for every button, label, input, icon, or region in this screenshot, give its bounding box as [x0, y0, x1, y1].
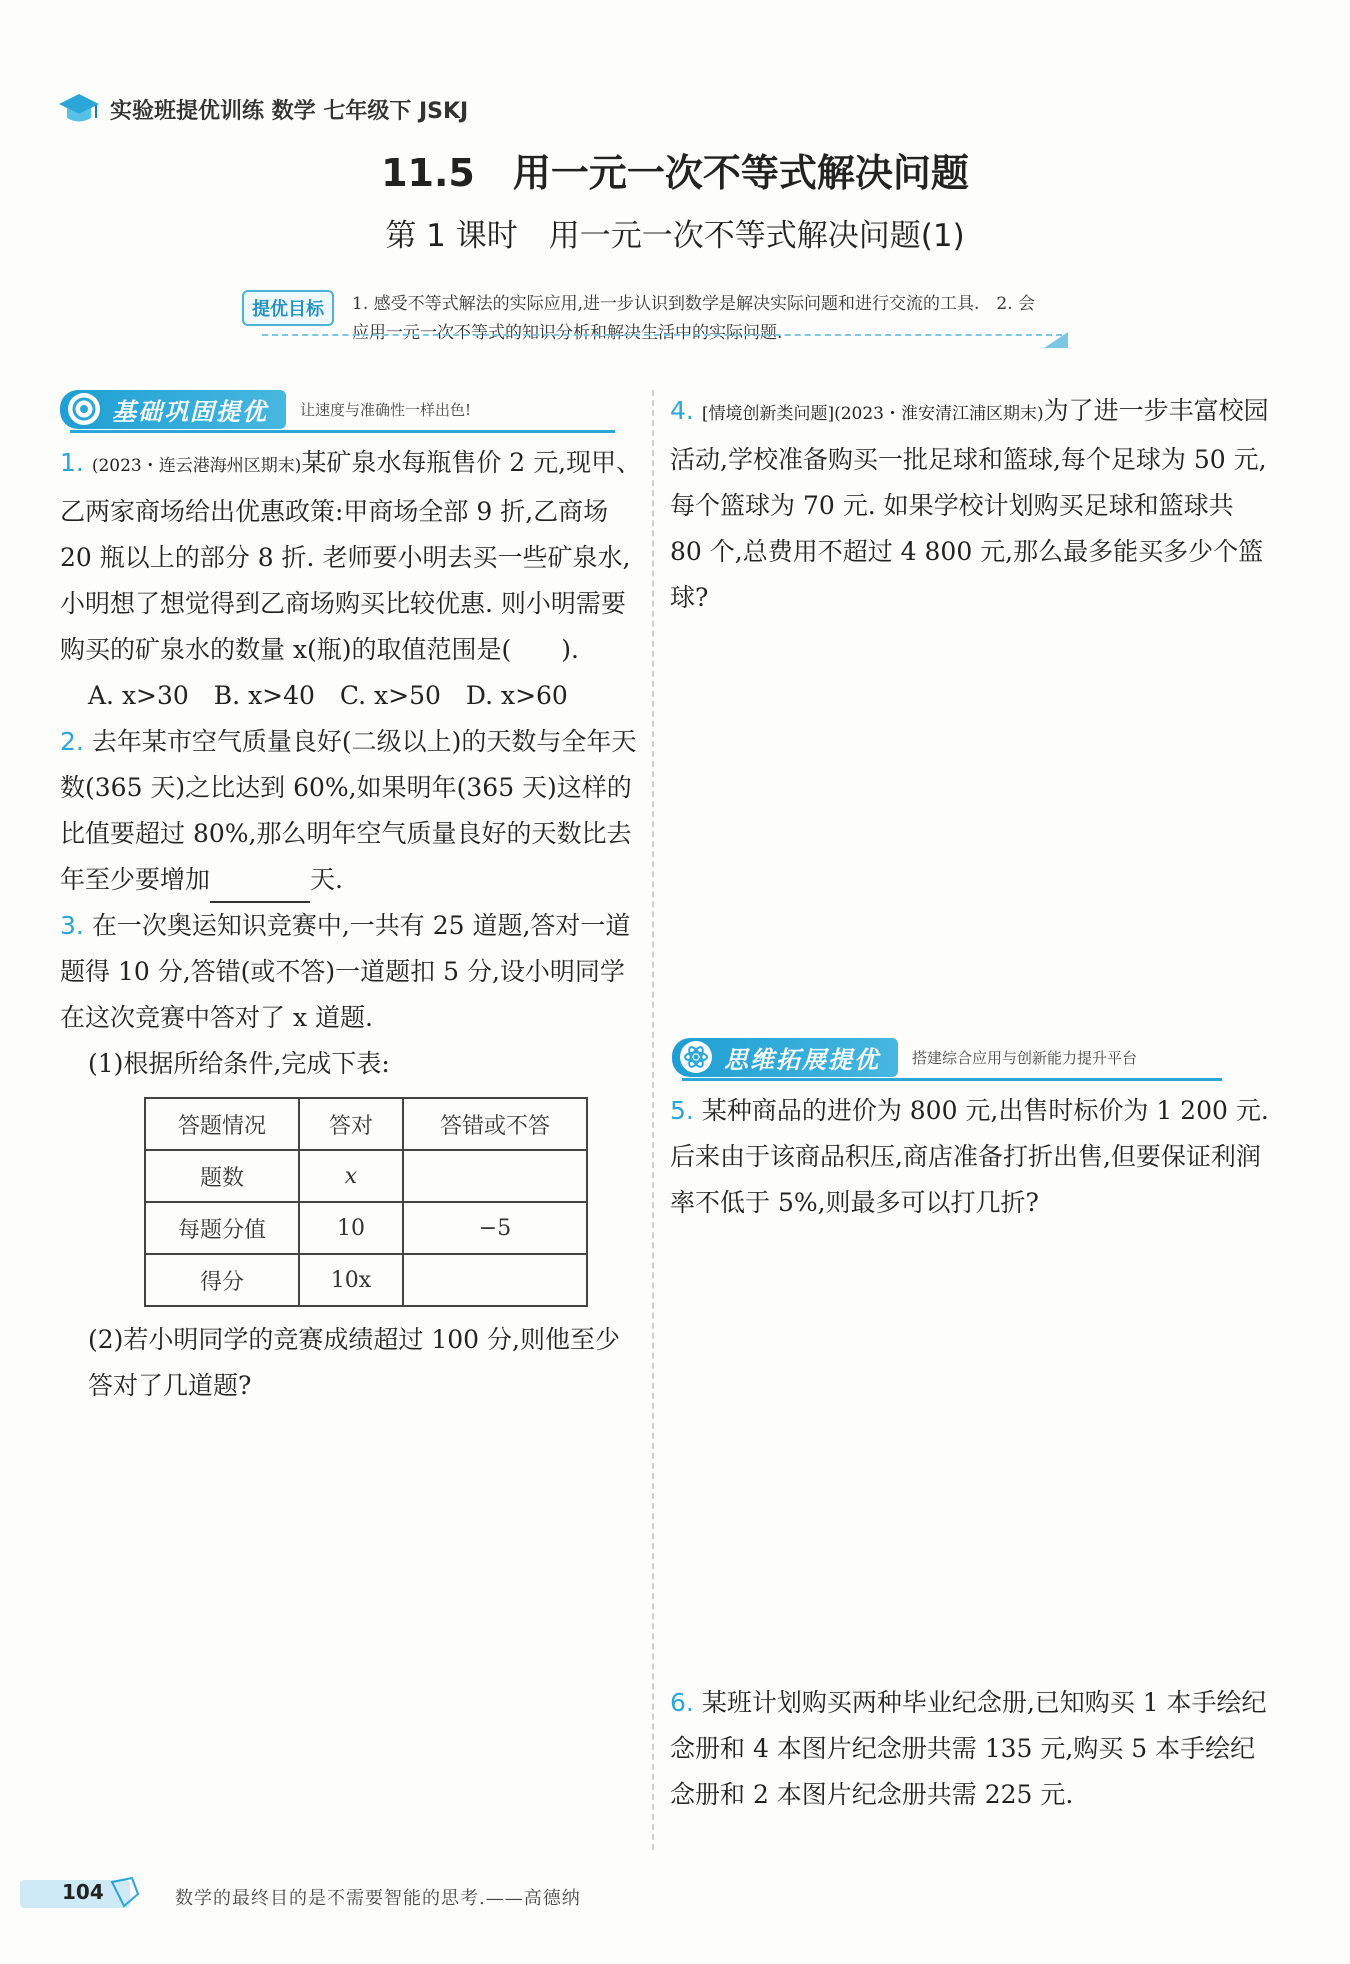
section-extend-banner	[672, 1038, 1137, 1076]
question-1: 1. (2023・连云港海州区期末)某矿泉水每瓶售价 2 元,现甲、乙两家商场给出优惠政策:甲商场全部 9 折,乙商场 20 瓶以上的部分 8 折. 老师要小明去买一些矿泉水,小明想了想觉得到乙商场购买比较优惠. 则小明需要购买的矿泉水的数量 x(瓶)的取值范围是( ).	[60, 448, 642, 664]
atom-icon	[680, 1041, 712, 1073]
footer-quote: 数学的最终目的是不需要智能的思考.——高德纳	[175, 1888, 581, 1909]
question-4-source: [情境创新类问题](2023・淮安清江浦区期末)	[701, 404, 1044, 424]
question-2: 2. 去年某市空气质量良好(二级以上)的天数与全年天数(365 天)之比达到 60%,如果明年(365 天)这样的比值要超过 80%,那么明年空气质量良好的天数比去年至少要增加 天.	[60, 719, 644, 903]
answer-table	[144, 1097, 588, 1307]
table-cell: −5	[403, 1202, 587, 1254]
table-cell: 10x	[299, 1254, 403, 1306]
section-basic-label: 基础巩固提优	[60, 390, 286, 429]
question-4: 4. [情境创新类问题](2023・淮安清江浦区期末)为了进一步丰富校园活动,学校准备购买一批足球和篮球,每个足球为 50 元,每个篮球为 70 元. 如果学校计划购买足球和篮球共 80 个,总费用不超过 4 800 元,那么最多能买多少个篮球?	[670, 396, 1269, 612]
table-row	[145, 1254, 587, 1306]
question-6-text: 某班计划购买两种毕业纪念册,已知购买 1 本手绘纪念册和 4 本图片纪念册共需 135 元,购买 5 本手绘纪念册和 2 本图片纪念册共需 225 元.	[670, 1688, 1267, 1809]
question-1-source: (2023・连云港海州区期末)	[91, 456, 302, 476]
table-cell: 得分	[145, 1254, 299, 1306]
question-4-text: 为了进一步丰富校园活动,学校准备购买一批足球和篮球,每个足球为 50 元,每个篮球为 70 元. 如果学校计划购买足球和篮球共 80 个,总费用不超过 4 800 元,那么最多能买多少个篮球?	[670, 396, 1269, 612]
question-2-text: 去年某市空气质量良好(二级以上)的天数与全年天数(365 天)之比达到 60%,如果明年(365 天)这样的比值要超过 80%,那么明年空气质量良好的天数比去年至少要增加	[60, 727, 637, 894]
graduation-cap-icon	[58, 92, 100, 126]
book-title: 实验班提优训练 数学 七年级下 JSKJ	[110, 98, 469, 124]
left-column	[60, 440, 644, 1409]
question-1-text: 某矿泉水每瓶售价 2 元,现甲、乙两家商场给出优惠政策:甲商场全部 9 折,乙商场 20 瓶以上的部分 8 折. 老师要小明去买一些矿泉水,小明想了想觉得到乙商场购买比较优惠. 则小明需要购买的矿泉水的数量 x(瓶)的取值范围是( ).	[60, 448, 642, 664]
table-cell: 答题情况	[145, 1098, 299, 1150]
section-extend-label: 思维拓展提优	[672, 1038, 898, 1077]
corner-arrow-icon	[1044, 330, 1070, 350]
question-5: 5. 某种商品的进价为 800 元,出售时标价为 1 200 元. 后来由于该商品积压,商店准备打折出售,但要保证利润率不低于 5%,则最多可以打几折?	[670, 1096, 1269, 1217]
question-3-part-2: (2)若小明同学的竞赛成绩超过 100 分,则他至少答对了几道题?	[88, 1325, 620, 1400]
table-cell-blank[interactable]	[403, 1150, 587, 1202]
lesson-title: 11.5 用一元一次不等式解决问题	[381, 151, 969, 195]
page-number: 104	[62, 1880, 104, 1904]
table-cell: 题数	[145, 1150, 299, 1202]
table-cell-blank[interactable]	[403, 1254, 587, 1306]
table-row	[145, 1150, 587, 1202]
section-basic-underline	[70, 430, 615, 433]
table-row	[145, 1202, 587, 1254]
column-divider	[652, 390, 654, 1850]
table-cell: 每题分值	[145, 1202, 299, 1254]
question-6: 6. 某班计划购买两种毕业纪念册,已知购买 1 本手绘纪念册和 4 本图片纪念册共需 135 元,购买 5 本手绘纪念册和 2 本图片纪念册共需 225 元.	[670, 1688, 1267, 1809]
goal-tag: 提优目标	[242, 290, 334, 326]
target-icon	[68, 393, 100, 425]
book-header	[58, 92, 468, 126]
question-2-text-end: 天.	[310, 865, 343, 894]
goal-text: 1. 感受不等式解法的实际应用,进一步认识到数学是解决实际问题和进行交流的工具. 2. 会应用一元一次不等式的知识分析和解决生活中的实际问题.	[352, 294, 1036, 343]
table-cell: x	[299, 1150, 403, 1202]
question-5-text: 某种商品的进价为 800 元,出售时标价为 1 200 元. 后来由于该商品积压,商店准备打折出售,但要保证利润率不低于 5%,则最多可以打几折?	[670, 1096, 1269, 1217]
table-cell: 10	[299, 1202, 403, 1254]
question-3: 3. 在一次奥运知识竞赛中,一共有 25 道题,答对一道题得 10 分,答错(或不答)一道题扣 5 分,设小明同学在这次竞赛中答对了 x 道题.	[60, 911, 631, 1032]
table-cell: 答对	[299, 1098, 403, 1150]
answer-blank[interactable]	[210, 871, 310, 903]
table-cell: 答错或不答	[403, 1098, 587, 1150]
section-basic-note: 让速度与准确性一样出色!	[300, 400, 472, 419]
section-extend-underline	[682, 1078, 1222, 1081]
question-1-options: A. x>30 B. x>40 C. x>50 D. x>60	[88, 681, 568, 710]
table-row	[145, 1098, 587, 1150]
section-extend-note: 搭建综合应用与创新能力提升平台	[912, 1048, 1138, 1067]
question-3-text: 在一次奥运知识竞赛中,一共有 25 道题,答对一道题得 10 分,答错(或不答)一道题扣 5 分,设小明同学在这次竞赛中答对了 x 道题.	[60, 911, 631, 1032]
section-basic-banner	[60, 390, 471, 428]
question-3-part-1: (1)根据所给条件,完成下表:	[88, 1049, 390, 1078]
goal-divider	[262, 334, 1062, 342]
lesson-subtitle: 第 1 课时 用一元一次不等式解决问题(1)	[385, 218, 965, 254]
